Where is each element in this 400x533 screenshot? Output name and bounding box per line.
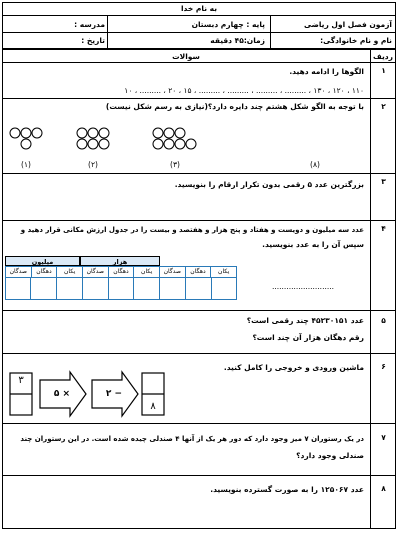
divider xyxy=(2,423,396,424)
question-number: ۸ xyxy=(381,484,386,493)
school-label: مدرسه : xyxy=(74,20,105,29)
number-sequence: ۱۱۰ ، ۱۲۰ ، ۱۳۰ ، ......... ، ......... ، ......... ، ......... ، ۱۵ ، ۲۰ ، ......... ، ۱۰ xyxy=(124,86,364,95)
question-text: با توجه به الگو شکل هشتم چند دایره دارد؟(نیازی به رسم شکل نیست) xyxy=(105,102,364,111)
place-cell: دهگان xyxy=(108,267,134,278)
figure-label: (۲) xyxy=(88,160,98,169)
question-text: عدد ۴۵۲۳۰۱۵۱ چند رقمی است؟ xyxy=(246,316,364,325)
question-text: در یک رستوران ۷ میز وجود دارد که دور هر یک از آنها ۴ صندلی چیده شده است. در این رستوران چند xyxy=(20,435,364,443)
questions-header: سوالات xyxy=(172,52,200,61)
divider xyxy=(2,353,396,354)
divider xyxy=(2,98,396,99)
figure-label: (۳) xyxy=(170,160,180,169)
question-number: ۲ xyxy=(381,102,386,111)
place-cell: یکان xyxy=(210,267,236,278)
question-text: ماشین ورودی و خروجی را کامل کنید. xyxy=(223,363,364,372)
machine-output: ۸ xyxy=(150,401,156,412)
place-cell: صدگان xyxy=(6,267,31,278)
exam-title: آزمون فصل اول ریاضی xyxy=(304,20,392,29)
question-text: الگوها را ادامه دهید. xyxy=(289,67,364,76)
divider xyxy=(2,173,396,174)
divider xyxy=(2,475,396,476)
divider xyxy=(2,62,396,63)
question-text: عدد سه میلیون و دویست و هفتاد و پنج هزار و هفتصد و بیست را در جدول ارزش مکانی قرار دهید و xyxy=(20,226,364,234)
machine-input: ۳ xyxy=(18,375,24,386)
question-text: صندلی وجود دارد؟ xyxy=(296,451,364,460)
question-number: ۴ xyxy=(381,224,386,233)
question-text: عدد ۱۲۵۰۶۷ را به صورت گسترده بنویسید. xyxy=(210,485,364,494)
place-cell: دهگان xyxy=(31,267,57,278)
place-value-table xyxy=(5,256,237,300)
place-cell: دهگان xyxy=(185,267,211,278)
machine-operation-2: − ۲ xyxy=(105,389,123,399)
divider xyxy=(370,50,371,529)
divider xyxy=(107,16,108,50)
question-number: ۷ xyxy=(381,433,386,442)
row-header: ردیف xyxy=(373,52,393,61)
question-number: ۵ xyxy=(381,316,386,325)
place-cell: یکان xyxy=(133,267,159,278)
group-thousand: هزار xyxy=(80,256,160,266)
figure-label: (۸) xyxy=(310,160,320,169)
answer-line: .......................... xyxy=(272,282,334,291)
divider xyxy=(2,310,396,311)
divider xyxy=(270,16,271,50)
question-text: سپس آن را به عدد بنویسید. xyxy=(262,240,364,249)
place-cell: صدگان xyxy=(159,267,185,278)
group-million: میلیون xyxy=(5,256,80,266)
question-text: بزرگترین عدد ۵ رقمی بدون تکرار ارقام را بنویسید. xyxy=(174,180,364,189)
figure-label: (۱) xyxy=(21,160,31,169)
number-machine xyxy=(8,370,168,420)
machine-operation-1: × ۵ xyxy=(53,389,71,399)
question-number: ۳ xyxy=(381,177,386,186)
question-number: ۶ xyxy=(381,362,386,371)
question-number: ۱ xyxy=(381,66,386,75)
basmala: به نام خدا xyxy=(180,4,218,13)
divider xyxy=(2,15,396,16)
place-cell: صدگان xyxy=(82,267,108,278)
question-text: رقم دهگان هزار آن چند است؟ xyxy=(252,333,364,342)
grade-label: پایه : چهارم دبستان xyxy=(191,20,265,29)
place-cell: یکان xyxy=(56,267,82,278)
divider xyxy=(2,48,396,50)
divider xyxy=(2,220,396,221)
student-name-label: نام و نام خانوادگی: xyxy=(320,36,392,45)
divider xyxy=(2,32,396,33)
date-label: تاریخ : xyxy=(81,36,105,45)
time-label: زمان:۴۵ دقیقه xyxy=(210,36,265,45)
